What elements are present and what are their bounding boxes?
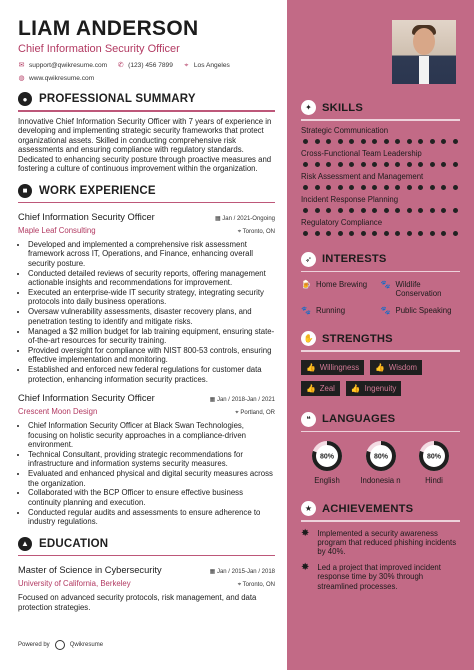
achievement-text: Led a project that improved incident response time by 30% through streamlined processes. [317,563,441,591]
divider [301,350,460,352]
languages-heading [301,412,460,427]
job-location [238,229,275,236]
bullet-item: • Provided oversight for compliance with NIST 800-53 controls, ensuring effective implementation and monitoring. [28,346,275,365]
paw-icon: 🐾 [380,306,391,315]
bullet-item: • Conducted regular audits and assessments to ensure adherence to industry regulations. [28,508,275,527]
job-dates [210,396,275,403]
language-percent: 80% [319,453,335,461]
job-bullets [18,421,275,526]
strengths-heading [301,331,460,346]
job-title: Chief Information Security Officer [18,393,155,404]
job-location-text: Toronto, ON [242,229,275,235]
skill-item [301,172,460,190]
company-name: Maple Leaf Consulting [18,226,96,235]
thumbs-up-icon: 👍 [306,362,316,372]
calendar-icon: ▦ [209,397,217,404]
achievement-text: Implemented a security awareness program that reduced phishing incidents by 40%. [317,528,457,556]
email-text[interactable]: support@qwikresume.com [29,62,108,69]
phone-text: (123) 456 7899 [128,62,173,69]
achievements-title: ACHIEVEMENTS [322,502,414,515]
skill-rating-dots [301,208,460,213]
skill-item [301,149,460,167]
bullet-item: • Developed and implemented a comprehensive risk assessment framework across IT, Operations, and Finance, enhancing overall security posture. [28,240,275,268]
phone-icon: ✆ [117,62,124,69]
strength-tag [370,360,422,375]
experience-title: WORK EXPERIENCE [39,184,156,197]
degree-title: Master of Science in Cybersecurity [18,565,162,576]
interest-item [301,306,381,315]
lightbulb-icon: ✦ [301,100,316,115]
strength-tag [301,381,340,396]
interest-item [301,280,381,298]
bullet-item: • Chief Information Security Officer at Black Swan Technologies, focusing on holistic security approaches in a compliance-driven environment. [28,421,275,449]
job-location [235,410,275,417]
achievement-item [301,563,460,591]
skill-item [301,126,460,144]
divider [301,520,460,522]
skill-rating-dots [301,231,460,236]
strength-label: Wisdom [388,362,418,372]
summary-text: Innovative Chief Information Security Officer with 7 years of experience in developing and implementing strategic security frameworks that protect organizational assets. Skilled in conducting comprehensive risk assessments and ensuring compliance with regulatory standards. Dedicated to enhancing security posture through proactive measures and fostering a culture of continuous improvement within the organization. [18,116,272,173]
skill-label: Strategic Communication [301,125,389,135]
candidate-name: LIAM ANDERSON [18,17,199,40]
trophy-icon: ★ [301,501,316,516]
brand-text[interactable]: Qwikresume [69,642,104,648]
sidebar [287,0,474,670]
interests-title: INTERESTS [322,253,387,265]
skills-title: SKILLS [322,101,363,114]
star-icon: ✸ [301,527,310,539]
calendar-icon: ▦ [214,216,223,222]
education-heading [18,537,275,551]
skills-heading [301,100,460,115]
education-title: EDUCATION [39,537,109,550]
education-description: Focused on advanced security protocols, risk management, and data protection strategies. [18,593,257,612]
language-percent: 80% [373,453,388,461]
language-name: English [314,476,340,485]
languages-list [301,440,460,485]
interest-label: Running [316,306,346,315]
bullet-item: • Collaborated with the BCP Officer to ensure effective business continuity planning and execution. [28,488,275,507]
location-icon: ⌖ [235,410,241,417]
language-item [359,440,403,485]
globe-icon: ◍ [18,75,25,82]
beer-icon: 🍺 [301,280,311,289]
divider [301,271,460,273]
profile-photo [392,20,456,84]
divider [18,555,275,557]
strengths-tags [301,360,460,396]
language-ring [418,440,450,472]
candidate-role: Chief Information Security Officer [18,43,180,55]
bullet-item: • Executed an enterprise-wide IT security strategy, integrating security protocols into daily business operations. [28,288,275,307]
job-title: Chief Information Security Officer [18,212,155,222]
skill-item [301,218,460,236]
skill-label: Cross-Functional Team Leadership [301,148,422,158]
language-name: Indonesia n [360,476,401,485]
handshake-icon: ✋ [301,331,316,346]
job-dates [215,215,275,222]
language-item [412,440,456,485]
strength-tag [301,360,364,375]
interests-heading [301,252,460,267]
job-entry [18,212,275,384]
location-icon: ⌖ [184,62,189,69]
contact-info [18,62,275,82]
strength-label: Ingenuity [364,383,397,393]
bullet-item: • Evaluated and enhanced physical and digital security measures across the organization. [28,469,275,488]
skill-item [301,195,460,213]
language-name: Hindi [425,476,443,485]
strength-tag [346,381,401,396]
email-icon: ✉ [18,62,25,69]
job-entry [18,393,275,526]
paw-icon: 🐾 [301,306,311,315]
footer-branding [18,640,103,650]
school-name: University of California, Berkeley [18,579,131,589]
bullet-item: • Technical Consultant, providing strategic recommendations for infrastructure and information systems security measures. [28,450,275,469]
interest-label: Public Speaking [395,306,452,315]
location-text: Los Angeles [193,62,230,69]
job-location-text: Portland, OR [240,410,275,417]
language-ring [311,440,343,472]
education-dates-text: Jan / 2015-Jan / 2018 [216,569,275,576]
language-item [305,440,349,485]
location-icon: ⌖ [237,229,243,235]
summary-title: PROFESSIONAL SUMMARY [39,93,196,105]
education-location-text: Toronto, ON [242,582,275,589]
location-icon: ⌖ [237,582,243,589]
bullet-item: • Managed a $2 million budget for lab training equipment, ensuring state-of-the-art resources for security training. [28,327,275,346]
job-dates-text: Jan / 2018-Jan / 2021 [216,397,275,404]
interest-label: Home Brewing [316,280,368,289]
skill-label: Incident Response Planning [301,194,399,204]
interest-item [381,306,461,315]
paw-icon: 🐾 [380,280,391,289]
briefcase-icon: ■ [18,184,32,198]
language-ring [365,440,397,472]
person-icon: ● [18,92,32,106]
interests-list [301,280,460,315]
interest-label: Wildlife Conservation [395,280,442,298]
skill-rating-dots [301,162,460,167]
interest-item [381,280,461,298]
skill-label: Risk Assessment and Management [301,171,424,181]
achievements-heading [301,501,460,516]
bullet-item: • Oversaw vulnerability assessments, disaster recovery plans, and penetration testing to identify and mitigate risks. [28,307,275,326]
experience-heading [18,184,275,198]
divider [301,431,460,433]
thumbs-up-icon: 👍 [375,362,385,372]
skill-label: Regulatory Compliance [301,217,383,227]
education-location [238,582,275,589]
job-dates-text: Jan / 2021-Ongoing [222,216,275,222]
skill-rating-dots [301,139,460,144]
divider [301,119,460,121]
website-text[interactable]: www.qwikresume.com [29,75,95,82]
bullet-item: • Conducted detailed reviews of security reports, offering management actionable insights and recommendations for improvement. [28,269,275,288]
rocket-icon: ➶ [301,252,316,267]
education-entry [18,565,275,612]
summary-heading [18,92,275,106]
thumbs-up-icon: 👍 [306,383,316,393]
divider [18,110,275,112]
star-icon: ✸ [301,562,310,574]
education-dates [210,568,275,575]
job-bullets [18,240,275,384]
languages-title: LANGUAGES [322,413,396,425]
calendar-icon: ▦ [209,569,217,576]
powered-by-text: Powered by [18,642,50,648]
company-name: Crescent Moon Design [18,407,98,417]
graduation-cap-icon: ▲ [18,537,32,551]
speech-bubble-icon: ❝ [301,412,316,427]
strengths-title: STRENGTHS [322,332,393,345]
strength-label: Zeal [319,383,335,393]
language-percent: 80% [426,453,442,461]
bullet-item: • Established and enforced new federal regulations for customer data protection, enhancing information security practices. [28,365,275,384]
strength-label: Willingness [319,362,360,372]
achievement-item [301,529,460,557]
thumbs-up-icon: 👍 [350,383,361,393]
divider [18,202,275,204]
skill-rating-dots [301,185,460,190]
qwikresume-logo-icon [55,640,65,650]
